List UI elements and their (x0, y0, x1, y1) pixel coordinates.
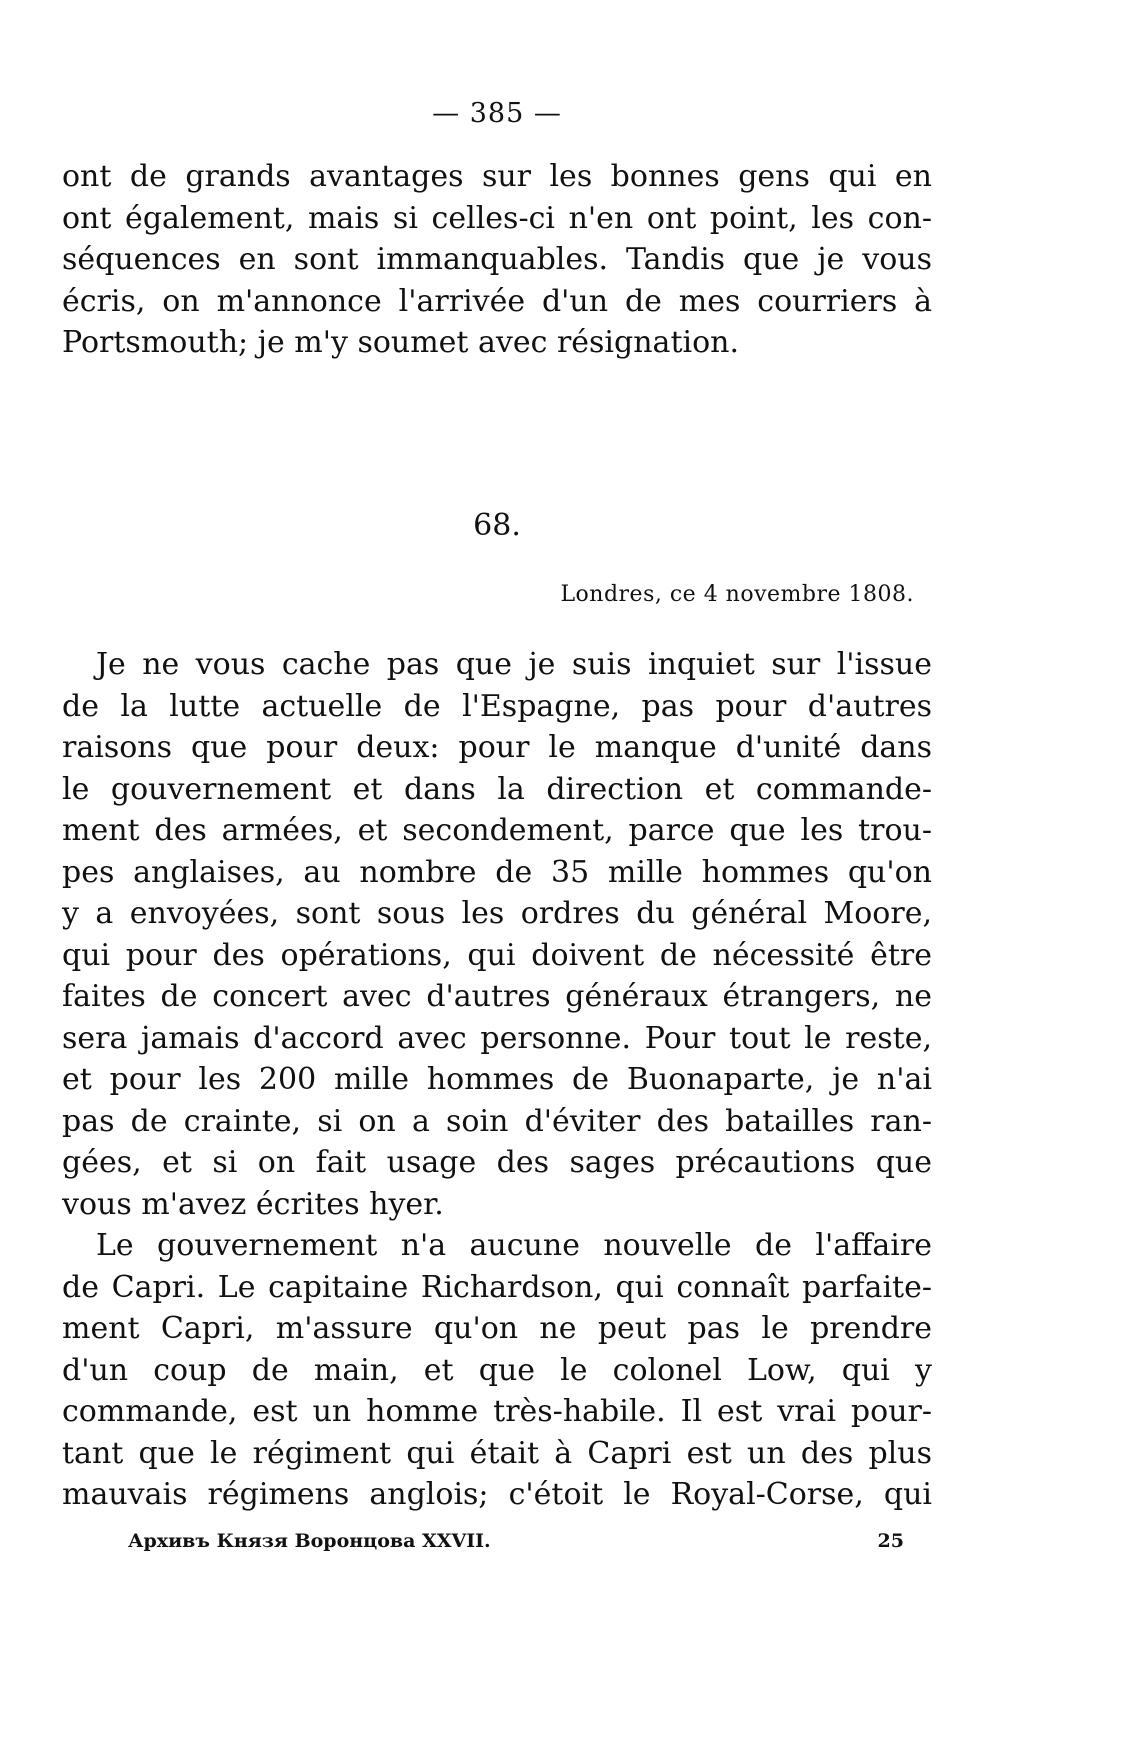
letter-number: 68. (473, 508, 521, 543)
text-line: Le gouvernement n'a aucune nouvelle de l'affaire (96, 1228, 932, 1263)
text-line: écris, on m'annonce l'arrivée d'un de mes courriers à (62, 283, 932, 319)
text-line: d'un coup de main, et que le colonel Low, qui y (62, 1352, 932, 1388)
text-line: de la lutte actuelle de l'Espagne, pas pour d'autres (62, 688, 932, 724)
text-line: commande, est un homme très-habile. Il est vrai pour- (62, 1394, 932, 1429)
text-line: qui pour des opérations, qui doivent de nécessité être (62, 937, 932, 973)
letter-dateline: Londres, ce 4 novembre 1808. (560, 582, 914, 607)
text-line: de Capri. Le capitaine Richardson, qui connaît parfaite- (62, 1269, 932, 1305)
text-line: y a envoyées, sont sous les ordres du général Moore, (62, 896, 932, 931)
text-line: raisons que pour deux: pour le manque d'unité dans (62, 730, 932, 765)
page-number: — 385 — (432, 98, 562, 129)
text-line: ont également, mais si celles-ci n'en ont point, les con- (62, 200, 932, 236)
text-line: Portsmouth; je m'y soumet avec résignation. (62, 325, 740, 360)
text-line: ont de grands avantages sur les bonnes gens qui en (62, 159, 932, 194)
text-line: mauvais régimens anglois; c'étoit le Royal-Corse, qui (62, 1477, 932, 1512)
signature-mark: Архивъ Князя Воронцова XXVII. (128, 1530, 491, 1552)
text-line: et pour les 200 mille hommes de Buonaparte, je n'ai (62, 1062, 932, 1097)
book-page (62, 0, 932, 1740)
text-line: Je ne vous cache pas que je suis inquiet sur l'issue (96, 647, 932, 682)
text-line: le gouvernement et dans la direction et commande- (62, 771, 932, 807)
letter-body (62, 644, 932, 1516)
text-line: tant que le régiment qui était à Capri est un des plus (62, 1435, 932, 1471)
text-line: pas de crainte, si on a soin d'éviter des batailles ran- (62, 1103, 932, 1139)
text-line: ment Capri, m'assure qu'on ne peut pas le prendre (62, 1311, 932, 1346)
text-line: gées, et si on fait usage des sages précautions que (62, 1145, 932, 1180)
text-line: ment des armées, et secondement, parce que les trou- (62, 813, 932, 848)
text-line: sera jamais d'accord avec personne. Pour tout le reste, (62, 1020, 932, 1056)
text-line: faites de concert avec d'autres généraux étrangers, ne (62, 979, 932, 1014)
text-line: séquences en sont immanquables. Tandis que je vous (62, 242, 932, 277)
text-line: pes anglaises, au nombre de 35 mille hommes qu'on (62, 854, 932, 890)
text-line: vous m'avez écrites hyer. (62, 1186, 444, 1222)
continued-paragraph (62, 156, 932, 364)
sheet-number: 25 (877, 1530, 904, 1552)
